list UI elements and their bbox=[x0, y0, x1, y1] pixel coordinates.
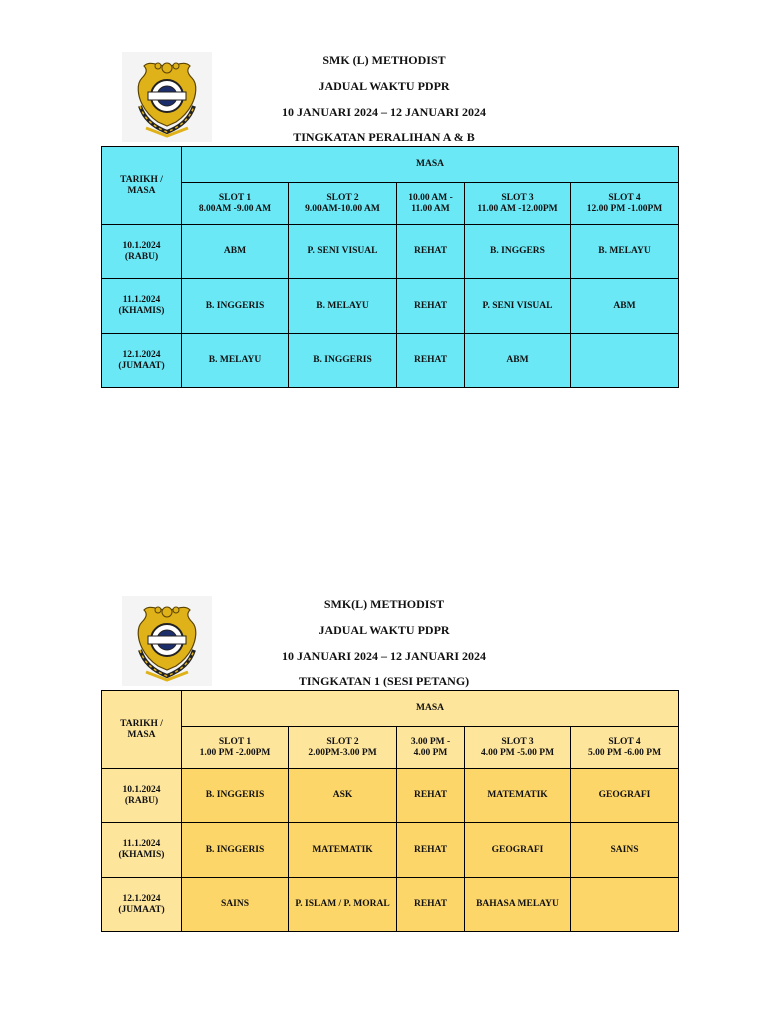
date-cell: 10.1.2024 (RABU) bbox=[102, 225, 182, 279]
break-cell: REHAT bbox=[397, 334, 465, 388]
timetable-title: JADUAL WAKTU PDPR bbox=[318, 79, 450, 93]
subject-cell: GEOGRAFI bbox=[571, 769, 679, 823]
slot-header: SLOT 2 2.00PM-3.00 PM bbox=[289, 727, 397, 769]
date-range: 10 JANUARI 2024 – 12 JANUARI 2024 bbox=[282, 105, 486, 119]
school-name: SMK (L) METHODIST bbox=[322, 53, 446, 67]
date-cell: 11.1.2024 (KHAMIS) bbox=[102, 279, 182, 334]
table-row bbox=[102, 225, 679, 279]
subject-cell: ABM bbox=[465, 334, 571, 388]
subject-cell: B. INGGERIS bbox=[182, 769, 289, 823]
table-row bbox=[102, 279, 679, 334]
date-cell: 10.1.2024 (RABU) bbox=[102, 769, 182, 823]
timetable-table bbox=[101, 146, 679, 388]
masa-header: MASA bbox=[182, 147, 679, 183]
slot-header: SLOT 4 5.00 PM -6.00 PM bbox=[571, 727, 679, 769]
timetable-table bbox=[101, 690, 679, 932]
subject-cell: B. MELAYU bbox=[571, 225, 679, 279]
subject-cell bbox=[571, 878, 679, 932]
subject-cell: SAINS bbox=[182, 878, 289, 932]
slot-header: SLOT 1 1.00 PM -2.00PM bbox=[182, 727, 289, 769]
subject-cell: B. INGGERIS bbox=[182, 823, 289, 878]
break-cell: REHAT bbox=[397, 225, 465, 279]
table-row bbox=[102, 878, 679, 932]
corner-header: TARIKH / MASA bbox=[102, 147, 182, 225]
subject-cell: SAINS bbox=[571, 823, 679, 878]
masa-header: MASA bbox=[182, 691, 679, 727]
subject-cell: B. INGGERIS bbox=[289, 334, 397, 388]
subject-cell: GEOGRAFI bbox=[465, 823, 571, 878]
break-cell: REHAT bbox=[397, 279, 465, 334]
break-cell: REHAT bbox=[397, 769, 465, 823]
subject-cell: B. MELAYU bbox=[289, 279, 397, 334]
class-name: TINGKATAN PERALIHAN A & B bbox=[293, 130, 475, 144]
subject-cell: BAHASA MELAYU bbox=[465, 878, 571, 932]
corner-header: TARIKH / MASA bbox=[102, 691, 182, 769]
date-range: 10 JANUARI 2024 – 12 JANUARI 2024 bbox=[282, 649, 486, 663]
subject-cell: ABM bbox=[182, 225, 289, 279]
subject-cell: P. ISLAM / P. MORAL bbox=[289, 878, 397, 932]
subject-cell: B. INGGERIS bbox=[182, 279, 289, 334]
subject-cell: ASK bbox=[289, 769, 397, 823]
slot-header: SLOT 4 12.00 PM -1.00PM bbox=[571, 183, 679, 225]
slot-header: SLOT 3 11.00 AM -12.00PM bbox=[465, 183, 571, 225]
subject-cell: MATEMATIK bbox=[465, 769, 571, 823]
subject-cell bbox=[571, 334, 679, 388]
table-row bbox=[102, 334, 679, 388]
date-cell: 11.1.2024 (KHAMIS) bbox=[102, 823, 182, 878]
date-cell: 12.1.2024 (JUMAAT) bbox=[102, 334, 182, 388]
school-name: SMK(L) METHODIST bbox=[323, 597, 445, 611]
table-row bbox=[102, 769, 679, 823]
subject-cell: ABM bbox=[571, 279, 679, 334]
subject-cell: P. SENI VISUAL bbox=[289, 225, 397, 279]
slot-header: SLOT 2 9.00AM-10.00 AM bbox=[289, 183, 397, 225]
table-row bbox=[102, 823, 679, 878]
date-cell: 12.1.2024 (JUMAAT) bbox=[102, 878, 182, 932]
slot-header: SLOT 3 4.00 PM -5.00 PM bbox=[465, 727, 571, 769]
timetable-title: JADUAL WAKTU PDPR bbox=[318, 623, 450, 637]
subject-cell: B. MELAYU bbox=[182, 334, 289, 388]
break-cell: REHAT bbox=[397, 823, 465, 878]
break-header: 10.00 AM - 11.00 AM bbox=[397, 183, 465, 225]
subject-cell: P. SENI VISUAL bbox=[465, 279, 571, 334]
subject-cell: B. INGGERS bbox=[465, 225, 571, 279]
slot-header: SLOT 1 8.00AM -9.00 AM bbox=[182, 183, 289, 225]
break-cell: REHAT bbox=[397, 878, 465, 932]
subject-cell: MATEMATIK bbox=[289, 823, 397, 878]
break-header: 3.00 PM - 4.00 PM bbox=[397, 727, 465, 769]
class-name: TINGKATAN 1 (SESI PETANG) bbox=[298, 674, 470, 688]
